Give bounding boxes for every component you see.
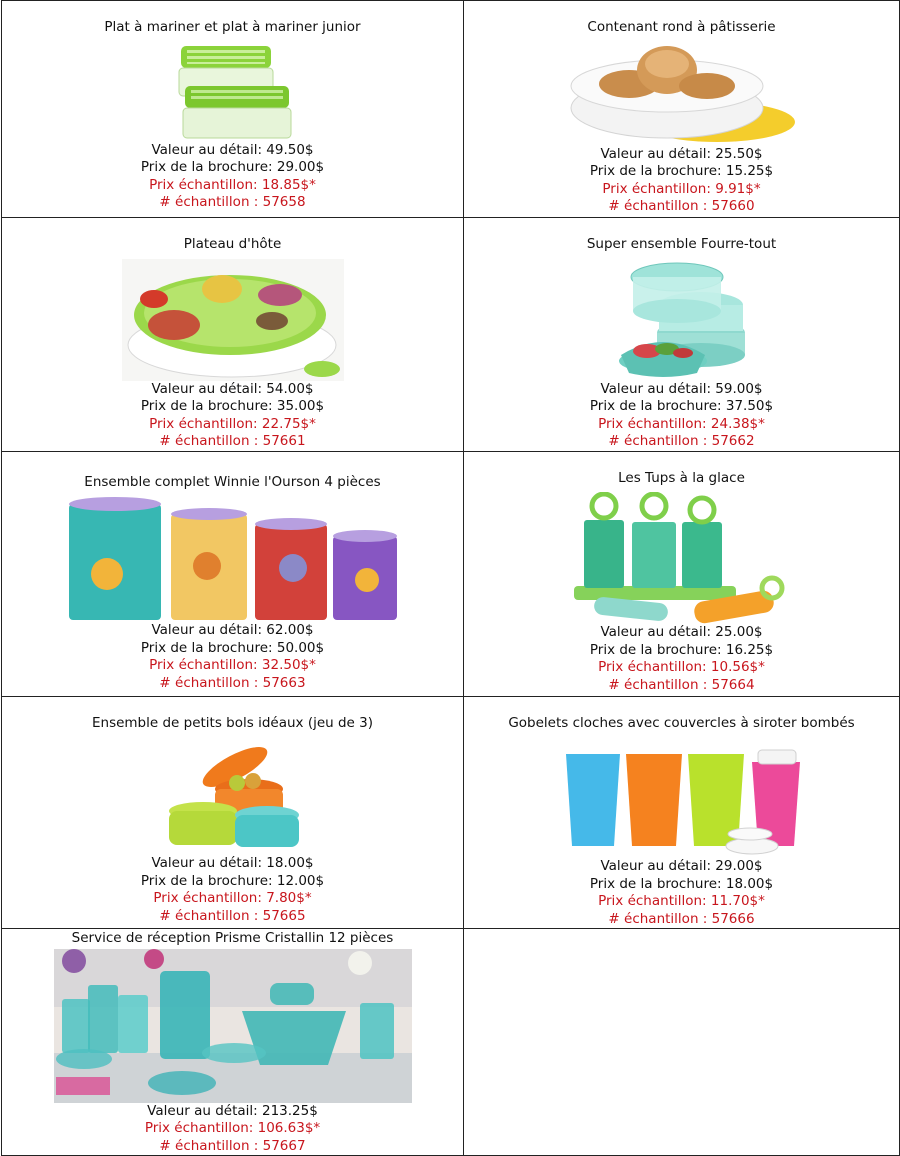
sample-number: # échantillon : 57665	[159, 907, 306, 924]
sample-price: Prix échantillon: 24.38$*	[598, 415, 765, 432]
retail-value: Valeur au détail: 18.00$	[151, 855, 314, 871]
retail-value: Valeur au détail: 54.00$	[151, 380, 314, 397]
product-title: Super ensemble Fourre-tout	[586, 236, 777, 252]
product-cell	[2, 1, 464, 218]
product-table	[1, 0, 900, 1156]
retail-value: Valeur au détail: 29.00$	[600, 858, 763, 874]
sample-price: Prix échantillon: 106.63$*	[144, 1120, 321, 1136]
product-title: Ensemble de petits bols idéaux (jeu de 3)	[91, 714, 374, 731]
product-title: Gobelets cloches avec couvercles à siroter bombés	[508, 714, 855, 731]
sample-price: Prix échantillon: 11.70$*	[598, 893, 765, 909]
sample-price: Prix échantillon: 22.75$*	[149, 415, 316, 432]
brochure-price: Prix de la brochure: 12.00$	[140, 872, 325, 889]
product-title: Service de réception Prisme Cristallin 12 pièces	[71, 930, 394, 946]
retail-value: Valeur au détail: 25.00$	[600, 624, 763, 640]
canister-set-icon	[67, 496, 399, 622]
product-cell	[464, 1, 900, 218]
brochure-price: Prix de la brochure: 35.00$	[140, 398, 325, 414]
product-cell	[464, 451, 900, 696]
retail-value: Valeur au détail: 49.50$	[151, 141, 314, 158]
pastry-container-icon	[567, 42, 797, 146]
sample-number: # échantillon : 57658	[159, 194, 306, 210]
product-cell	[2, 929, 464, 1156]
sample-price: Prix échantillon: 10.56$*	[598, 659, 765, 675]
product-cell	[2, 696, 464, 929]
serving-tray-icon	[122, 259, 344, 381]
ice-pop-molds-icon	[574, 492, 790, 624]
sample-number: # échantillon : 57661	[159, 433, 306, 449]
sample-number: # échantillon : 57663	[159, 674, 306, 691]
container-set-icon	[617, 259, 747, 381]
retail-value: Valeur au détail: 213.25$	[147, 1102, 318, 1119]
product-cell	[2, 218, 464, 452]
product-cell	[464, 218, 900, 452]
empty-cell	[464, 929, 900, 1156]
marinator-icon	[173, 42, 293, 142]
product-cell	[464, 696, 900, 929]
sample-number: # échantillon : 57664	[608, 676, 755, 693]
brochure-price: Prix de la brochure: 29.00$	[140, 159, 325, 175]
sample-price: Prix échantillon: 7.80$*	[153, 890, 312, 906]
product-title: Ensemble complet Winnie l'Ourson 4 pièces	[84, 473, 381, 490]
product-title: Plat à mariner et plat à mariner junior	[104, 19, 361, 35]
tumblers-icon	[562, 746, 802, 858]
sample-price: Prix échantillon: 18.85$*	[149, 176, 316, 193]
brochure-price: Prix de la brochure: 16.25$	[589, 641, 774, 658]
brochure-price: Prix de la brochure: 15.25$	[589, 163, 774, 179]
brochure-price: Prix de la brochure: 50.00$	[140, 639, 325, 656]
retail-value: Valeur au détail: 62.00$	[151, 622, 314, 638]
brochure-price: Prix de la brochure: 18.00$	[589, 875, 774, 892]
product-title: Les Tups à la glace	[618, 469, 745, 486]
product-title: Plateau d'hôte	[183, 236, 282, 252]
brochure-price: Prix de la brochure: 37.50$	[589, 398, 774, 414]
retail-value: Valeur au détail: 59.00$	[600, 380, 763, 397]
sample-price: Prix échantillon: 32.50$*	[149, 657, 316, 673]
sample-price: Prix échantillon: 9.91$*	[602, 180, 761, 197]
sample-number: # échantillon : 57667	[159, 1137, 306, 1154]
sample-number: # échantillon : 57660	[608, 198, 755, 214]
small-bowls-icon	[165, 737, 301, 855]
product-cell	[2, 451, 464, 696]
crystal-serving-set-icon	[54, 949, 412, 1103]
product-title: Contenant rond à pâtisserie	[587, 19, 776, 35]
sample-number: # échantillon : 57666	[608, 910, 755, 927]
sample-number: # échantillon : 57662	[608, 433, 755, 449]
retail-value: Valeur au détail: 25.50$	[600, 145, 763, 162]
